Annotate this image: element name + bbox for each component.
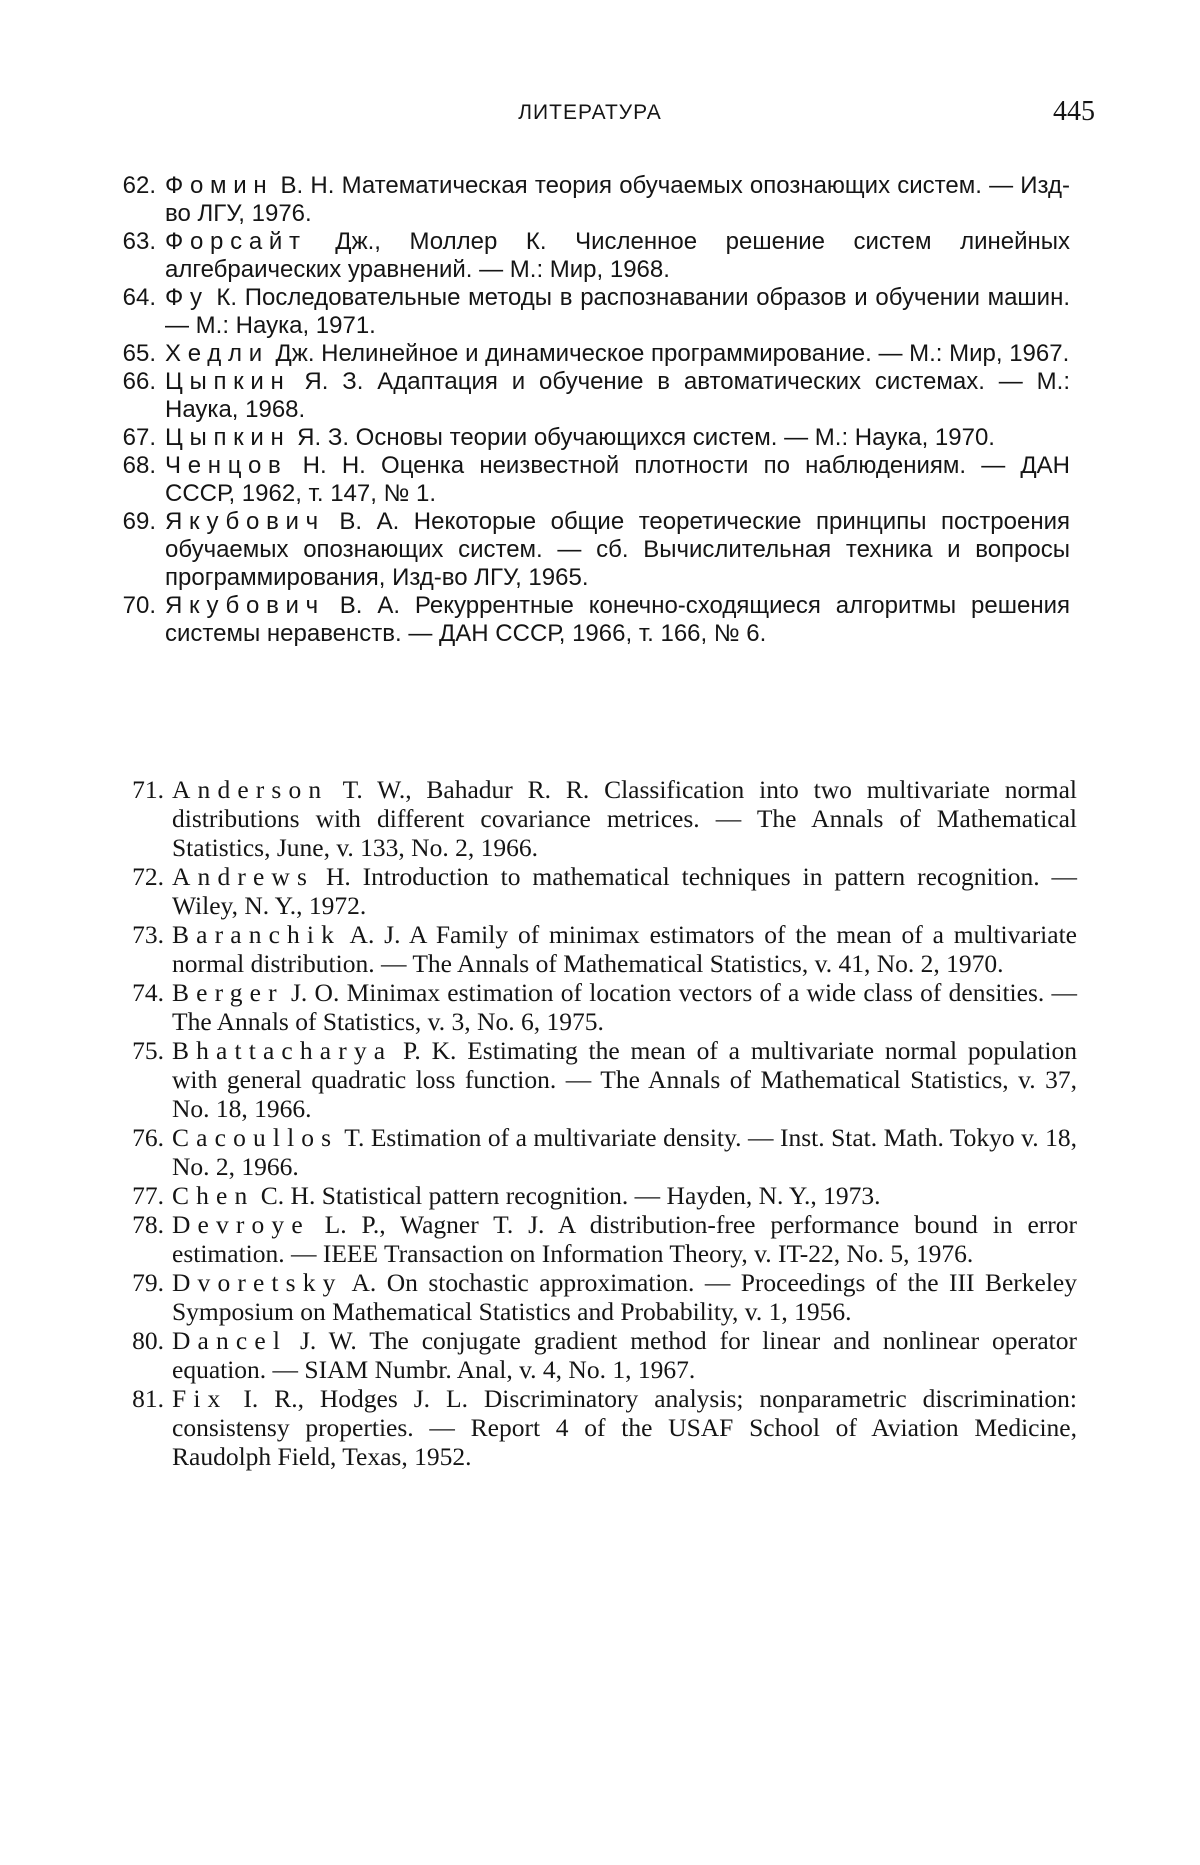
reference-body: J. W. The conjugate gradient method for linear and nonlinear operator equation. — SIAM Numbr. Anal, v. 4, No. 1, 1967. [172, 1326, 1077, 1384]
reference-number: 78. [112, 1210, 164, 1239]
reference-list-russian [0, 172, 1200, 648]
reference-item [0, 340, 1070, 368]
reference-author: Фомин [165, 172, 273, 199]
reference-text [165, 592, 1070, 648]
reference-author: Devroye [172, 1210, 310, 1239]
reference-body: H. Introduction to mathematical techniques in pattern recognition. — Wiley, N. Y., 1972. [172, 862, 1077, 920]
reference-text [165, 284, 1070, 340]
reference-number: 79. [112, 1268, 164, 1297]
reference-item [0, 228, 1070, 284]
reference-text [172, 862, 1077, 920]
reference-number: 80. [112, 1326, 164, 1355]
reference-body: A. On stochastic approximation. — Proceedings of the III Berkeley Symposium on Mathematical Statistics and Probability, v. 1, 1956. [172, 1268, 1077, 1326]
reference-author: Chen [172, 1181, 254, 1210]
book-page [0, 0, 1200, 1865]
reference-item [0, 592, 1070, 648]
reference-number: 67. [108, 424, 156, 452]
reference-text [165, 508, 1070, 592]
reference-author: Cacoullos [172, 1123, 338, 1152]
reference-item [0, 1036, 1077, 1123]
reference-number: 68. [108, 452, 156, 480]
reference-author: Якубович [165, 508, 325, 535]
reference-body: I. R., Hodges J. L. Discriminatory analysis; nonparametric discrimination: consistensy properties. — Report 4 of the USAF School of Aviation Medicine, Raudolph Field, Texas, 1952. [172, 1384, 1077, 1471]
reference-item [0, 1210, 1077, 1268]
reference-item [0, 920, 1077, 978]
reference-author: Andrews [172, 862, 314, 891]
reference-body: L. P., Wagner T. J. A distribution-free performance bound in error estimation. — IEEE Transaction on Information Theory, v. IT-22, No. 5, 1976. [172, 1210, 1077, 1268]
reference-body: T. Estimation of a multivariate density. — Inst. Stat. Math. Tokyo v. 18, No. 2, 1966. [172, 1123, 1077, 1181]
reference-item [0, 368, 1070, 424]
running-title: ЛИТЕРАТУРА [480, 101, 700, 125]
reference-text [172, 1326, 1077, 1384]
reference-item [0, 172, 1070, 228]
reference-author: Bhattacharya [172, 1036, 392, 1065]
reference-item [0, 1326, 1077, 1384]
reference-author: Хедли [165, 340, 269, 367]
reference-item [0, 508, 1070, 592]
reference-author: Цыпкин [165, 368, 290, 395]
reference-number: 75. [112, 1036, 164, 1065]
reference-number: 72. [112, 862, 164, 891]
reference-author: Baranchik [172, 920, 341, 949]
reference-body: T. W., Bahadur R. R. Classification into two multivariate normal distributions with different covariance metrices. — The Annals of Mathematical Statistics, June, v. 133, No. 2, 1966. [172, 775, 1077, 862]
reference-item [0, 862, 1077, 920]
reference-text [165, 368, 1070, 424]
reference-number: 65. [108, 340, 156, 368]
reference-body: A. J. A Family of minimax estimators of the mean of a multivariate normal distribution. — The Annals of Mathematical Statistics, v. 41, No. 2, 1970. [172, 920, 1077, 978]
reference-body: Я. З. Адаптация и обучение в автоматических системах. — М.: Наука, 1968. [165, 368, 1070, 423]
reference-text [172, 978, 1077, 1036]
reference-number: 77. [112, 1181, 164, 1210]
reference-item [0, 978, 1077, 1036]
reference-body: Дж. Нелинейное и динамическое программирование. — М.: Мир, 1967. [269, 340, 1069, 367]
reference-number: 70. [108, 592, 156, 620]
reference-number: 76. [112, 1123, 164, 1152]
reference-body: Дж., Моллер К. Численное решение систем линейных алгебраических уравнений. — М.: Мир, 1968. [165, 228, 1070, 283]
reference-body: J. O. Minimax estimation of location vectors of a wide class of densities. — The Annals of Statistics, v. 3, No. 6, 1975. [172, 978, 1077, 1036]
reference-text [165, 340, 1070, 368]
reference-text [172, 1384, 1077, 1471]
reference-author: Berger [172, 978, 284, 1007]
reference-number: 71. [112, 775, 164, 804]
reference-author: Fix [172, 1384, 227, 1413]
reference-body: Я. З. Основы теории обучающихся систем. — М.: Наука, 1970. [290, 424, 994, 451]
reference-number: 63. [108, 228, 156, 256]
reference-author: Dvoretsky [172, 1268, 343, 1297]
reference-number: 62. [108, 172, 156, 200]
reference-item [0, 1181, 1077, 1210]
reference-item [0, 424, 1070, 452]
reference-body: В. А. Рекуррентные конечно-сходящиеся алгоритмы решения системы неравенств. — ДАН СССР, 1966, т. 166, № 6. [165, 592, 1070, 647]
reference-item [0, 452, 1070, 508]
reference-number: 64. [108, 284, 156, 312]
reference-text [172, 1123, 1077, 1181]
reference-body: P. K. Estimating the mean of a multivariate normal population with general quadratic loss function. — The Annals of Mathematical Statistics, v. 37, No. 18, 1966. [172, 1036, 1077, 1123]
reference-number: 73. [112, 920, 164, 949]
reference-body: C. H. Statistical pattern recognition. — Hayden, N. Y., 1973. [254, 1181, 880, 1210]
reference-text [165, 228, 1070, 284]
reference-number: 66. [108, 368, 156, 396]
reference-number: 74. [112, 978, 164, 1007]
reference-text [172, 920, 1077, 978]
reference-text [172, 1210, 1077, 1268]
reference-number: 81. [112, 1384, 164, 1413]
reference-body: Н. Н. Оценка неизвестной плотности по наблюдениям. — ДАН СССР, 1962, т. 147, № 1. [165, 452, 1070, 507]
reference-text [165, 172, 1070, 228]
reference-author: Фу [165, 284, 209, 311]
reference-item [0, 775, 1077, 862]
reference-body: В. Н. Математическая теория обучаемых опознающих систем. — Изд-во ЛГУ, 1976. [165, 172, 1070, 227]
reference-text [165, 424, 1070, 452]
reference-author: Якубович [165, 592, 325, 619]
reference-item [0, 1268, 1077, 1326]
reference-number: 69. [108, 508, 156, 536]
reference-author: Anderson [172, 775, 328, 804]
reference-list-english [0, 775, 1200, 1471]
reference-item [0, 1384, 1077, 1471]
reference-author: Цыпкин [165, 424, 290, 451]
reference-author: Ченцов [165, 452, 288, 479]
reference-body: К. Последовательные методы в распознавании образов и обучении машин. — М.: Наука, 1971. [165, 284, 1070, 339]
reference-text [172, 775, 1077, 862]
reference-item [0, 284, 1070, 340]
reference-body: В. А. Некоторые общие теоретические принципы построения обучаемых опознающих систем. — сб. Вычислительная техника и вопросы программирования, Изд-во ЛГУ, 1965. [165, 508, 1070, 591]
reference-author: Форсайт [165, 228, 307, 255]
reference-author: Dancel [172, 1326, 287, 1355]
reference-text [172, 1036, 1077, 1123]
reference-text [172, 1181, 1077, 1210]
reference-item [0, 1123, 1077, 1181]
reference-text [172, 1268, 1077, 1326]
page-number: 445 [1015, 96, 1095, 128]
reference-text [165, 452, 1070, 508]
